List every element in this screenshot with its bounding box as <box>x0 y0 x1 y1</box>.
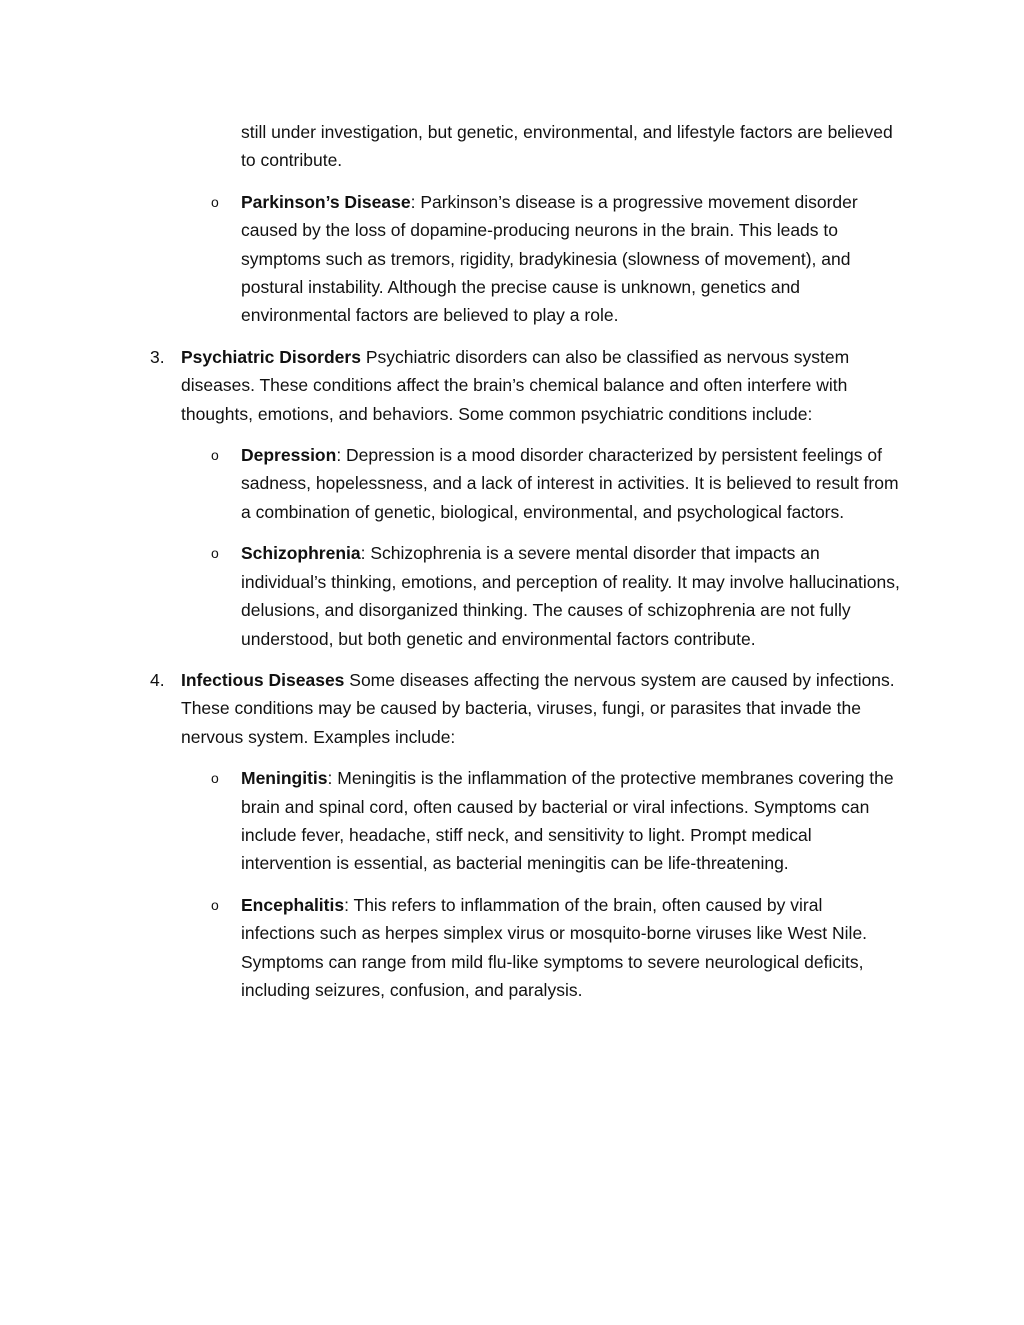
continuation-text: still under investigation, but genetic, environmental, and lifestyle factors are believed to contribute. <box>241 122 893 171</box>
list-item-meningitis <box>0 764 901 878</box>
term-depression: Depression <box>241 445 337 466</box>
bullet-marker: o <box>211 447 219 464</box>
list-number: 3. <box>150 346 165 367</box>
bullet-marker: o <box>211 545 219 562</box>
list-item-depression <box>0 441 901 526</box>
document-body <box>0 118 1024 1017</box>
definition-meningitis: : Meningitis is the inflammation of the protective membranes covering the brain and spinal cord, often caused by bacterial or viral infections. Symptoms can include fever, headache, stiff neck, and sensitivity to light. Prompt medical intervention is essential, as bacterial meningitis can be life-threatening. <box>241 768 894 874</box>
term-parkinsons: Parkinson’s Disease <box>241 191 411 212</box>
heading-infectious-diseases: Infectious Diseases <box>181 669 345 690</box>
term-schizophrenia: Schizophrenia <box>241 543 361 564</box>
list-number: 4. <box>150 669 165 690</box>
list-item-encephalitis <box>0 891 901 1005</box>
bullet-marker: o <box>211 896 219 913</box>
list-item-psychiatric-disorders <box>0 343 901 428</box>
heading-psychiatric-disorders: Psychiatric Disorders <box>181 346 361 367</box>
list-item-parkinsons <box>0 188 901 330</box>
list-item-schizophrenia <box>0 539 901 653</box>
definition-depression: : Depression is a mood disorder characterized by persistent feelings of sadness, hopelessness, and a lack of interest in activities. It is believed to result from a combination of genetic, biological, environmental, and psychological factors. <box>241 445 899 522</box>
description-infectious-diseases: Some diseases affecting the nervous system are caused by infections. These conditions may be caused by bacteria, viruses, fungi, or parasites that invade the nervous system. Examples include: <box>181 669 895 747</box>
term-encephalitis: Encephalitis <box>241 894 345 915</box>
term-meningitis: Meningitis <box>241 768 328 789</box>
definition-schizophrenia: : Schizophrenia is a severe mental disorder that impacts an individual’s thinking, emotions, and perception of reality. It may involve hallucinations, delusions, and disorganized thinking. The causes of schizophrenia are not fully understood, but both genetic and environmental factors contribute. <box>241 543 900 649</box>
list-item-infectious-diseases <box>0 666 901 751</box>
bullet-marker: o <box>211 770 219 787</box>
definition-parkinsons: : Parkinson’s disease is a progressive movement disorder caused by the loss of dopamine-producing neurons in the brain. This leads to symptoms such as tremors, rigidity, bradykinesia (slowness of movement), and postural instability. Although the precise cause is unknown, genetics and environmental factors are believed to play a role. <box>241 191 858 326</box>
continuation-paragraph <box>0 118 901 175</box>
bullet-marker: o <box>211 193 219 210</box>
description-psychiatric-disorders: Psychiatric disorders can also be classified as nervous system diseases. These conditions affect the brain’s chemical balance and often interfere with thoughts, emotions, and behaviors. Some common psychiatric conditions include: <box>181 346 850 424</box>
definition-encephalitis: : This refers to inflammation of the brain, often caused by viral infections such as herpes simplex virus or mosquito-borne viruses like West Nile. Symptoms can range from mild flu-like symptoms to severe neurological deficits, including seizures, confusion, and paralysis. <box>241 894 868 1000</box>
